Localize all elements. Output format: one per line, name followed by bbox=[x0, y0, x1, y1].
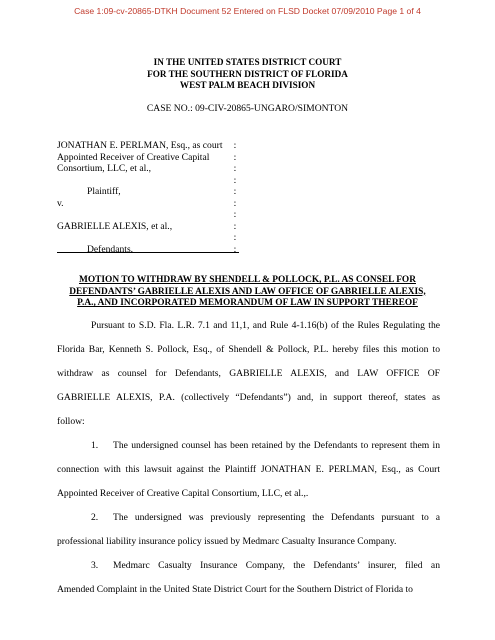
paragraph-text: The undersigned counsel has been retained by the Defendants to represent them in bbox=[113, 440, 440, 451]
caption-colon: : bbox=[233, 220, 237, 232]
paragraph-1-line bbox=[57, 440, 440, 464]
caption-colon: : bbox=[233, 186, 237, 197]
intro-line: GABRIELLE ALEXIS, P.A. (collectively “Defendants”) and, in support thereof, states as bbox=[57, 392, 440, 403]
court-line-3: WEST PALM BEACH DIVISION bbox=[179, 80, 316, 90]
motion-title-line-1: MOTION TO WITHDRAW BY SHENDELL & POLLOCK, P.L. AS CONSEL FOR bbox=[79, 275, 416, 285]
caption-colon-column bbox=[231, 140, 239, 255]
paragraph-number: 3. bbox=[91, 560, 99, 571]
plaintiff-line-2: Appointed Receiver of Creative Capital bbox=[57, 151, 210, 163]
court-heading bbox=[0, 57, 495, 92]
case-number: CASE NO.: 09-CIV-20865-UNGARO/SIMONTON bbox=[146, 103, 349, 114]
paragraph-1-line: connection with this lawsuit against the Plaintiff JONATHAN E. PERLMAN, Esq., as Court bbox=[57, 464, 440, 475]
paragraph-3-line: Amended Complaint in the United State District Court for the Southern District of Florida to bbox=[57, 584, 413, 595]
caption-colon: : bbox=[233, 243, 237, 255]
case-caption bbox=[57, 140, 257, 255]
caption-colon: : bbox=[233, 174, 237, 186]
court-line-2: FOR THE SOUTHERN DISTRICT OF FLORIDA bbox=[147, 68, 348, 79]
paragraph-2-line bbox=[57, 512, 440, 536]
versus: v. bbox=[57, 197, 64, 209]
caption-colon: : bbox=[233, 209, 237, 220]
caption-colon: : bbox=[233, 140, 237, 151]
paragraph-1 bbox=[57, 440, 440, 512]
plaintiff-role: Plaintiff, bbox=[87, 186, 121, 197]
paragraph-3-line bbox=[57, 560, 440, 584]
caption-spacer bbox=[57, 209, 257, 221]
plaintiff-line-3: Consortium, LLC, et al., bbox=[57, 163, 152, 174]
paragraph-1-line: Appointed Receiver of Creative Capital Consortium, LLC, et al.,. bbox=[57, 488, 309, 499]
plaintiff-line-1: JONATHAN E. PERLMAN, Esq., as court bbox=[57, 140, 223, 151]
paragraph-text: Medmarc Casualty Insurance Company, the Defendants’ insurer, filed an bbox=[113, 560, 440, 571]
intro-paragraph bbox=[57, 320, 440, 440]
caption-rule bbox=[57, 252, 239, 253]
caption-colon: : bbox=[233, 151, 237, 163]
intro-line: follow: bbox=[57, 416, 85, 427]
motion-title-line-3: P.A., AND INCORPORATED MEMORANDUM OF LAW IN SUPPORT THEREOF bbox=[77, 298, 418, 308]
caption-colon: : bbox=[233, 232, 237, 243]
intro-line: Pursuant to S.D. Fla. L.R. 7.1 and 11,1, and Rule 4-1.16(b) of the Rules Regulating the bbox=[91, 320, 440, 331]
court-line-1: IN THE UNITED STATES DISTRICT COURT bbox=[153, 57, 342, 67]
paragraph-text: The undersigned was previously representing the Defendants pursuant to a bbox=[113, 512, 440, 523]
paragraph-2-line: professional liability insurance policy issued by Medmarc Casualty Insurance Company. bbox=[57, 536, 397, 547]
paragraph-number: 1. bbox=[91, 440, 99, 451]
intro-line: Florida Bar, Kenneth S. Pollock, Esq., of Shendell & Pollock, P.L. hereby files this motion to bbox=[57, 344, 440, 355]
caption-spacer bbox=[57, 175, 257, 187]
defendant-role: Defendants. bbox=[87, 243, 134, 255]
caption-colon: : bbox=[233, 163, 237, 174]
motion-title-line-2: DEFENDANTS’ GABRIELLE ALEXIS AND LAW OFFICE OF GABRIELLE ALEXIS, bbox=[69, 286, 426, 297]
caption-spacer bbox=[57, 232, 257, 244]
paragraph-number: 2. bbox=[91, 512, 99, 523]
defendant-line: GABRIELLE ALEXIS, et al., bbox=[57, 220, 173, 232]
paragraph-2 bbox=[57, 512, 440, 560]
docket-header: Case 1:09-cv-20865-DTKH Document 52 Entered on FLSD Docket 07/09/2010 Page 1 of 4 bbox=[74, 6, 421, 16]
motion-title bbox=[40, 275, 455, 310]
paragraph-3 bbox=[57, 560, 440, 608]
intro-line: withdraw as counsel for Defendants, GABRIELLE ALEXIS, and LAW OFFICE OF bbox=[57, 368, 440, 379]
caption-colon: : bbox=[233, 197, 237, 209]
